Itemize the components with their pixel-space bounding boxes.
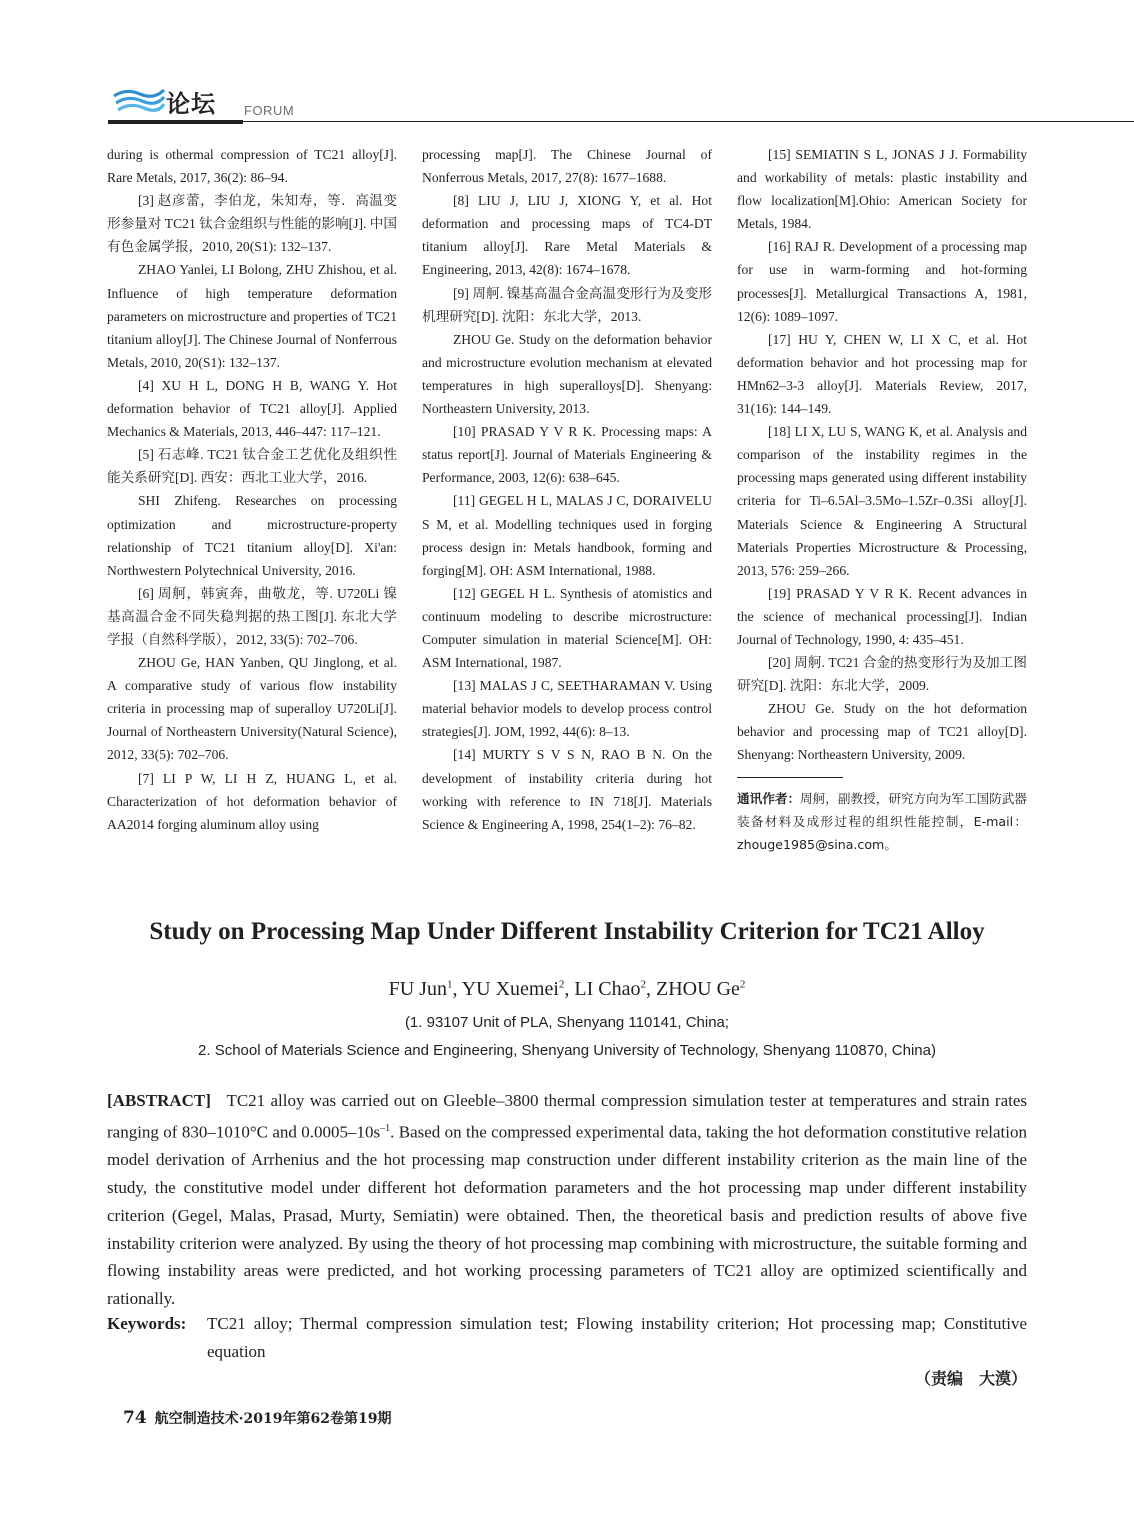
header-rule-thick — [108, 120, 243, 124]
author-affiliation-mark: 2 — [640, 978, 647, 991]
corresponding-author-note — [737, 787, 1027, 856]
affiliation-2: 2. School of Materials Science and Engineering, Shenyang University of Technology, Shenyang 110870, China) — [198, 1042, 936, 1059]
references-column-3 — [737, 143, 1027, 856]
reference-entry: [13] MALAS J C, SEETHARAMAN V. Using material behavior models to develop process control strategies[J]. JOM, 1992, 44(6): 8–13. — [422, 678, 712, 740]
author-name: ZHOU Ge — [656, 978, 740, 1000]
footnote-rule — [737, 777, 843, 778]
section-subtitle: FORUM — [244, 103, 295, 118]
reference-entry: [16] RAJ R. Development of a processing map for use in warm-forming and hot-forming processes[J]. Metallurgical Transactions A, 1981, 12(6): 1089–1097. — [737, 239, 1027, 324]
reference-entry: [19] PRASAD Y V R K. Recent advances in the science of mechanical processing[J]. Indian Journal of Technology, 1990, 4: 435–451. — [737, 585, 1027, 647]
reference-entry: ZHOU Ge. Study on the deformation behavior and microstructure evolution mechanism at elevated temperatures in high superalloys[D]. Shenyang: Northeastern University, 2013. — [422, 331, 712, 417]
references-column-1 — [107, 143, 397, 836]
reference-entry: [20] 周舸. TC21 合金的热变形行为及加工图研究[D]. 沈阳：东北大学，2009. — [737, 655, 1027, 694]
affiliation-1: (1. 93107 Unit of PLA, Shenyang 110141, China; — [404, 1014, 730, 1031]
journal-citation: 航空制造技术·2019年第62卷第19期 — [154, 1411, 392, 1427]
reference-entry: [4] XU H L, DONG H B, WANG Y. Hot deformation behavior of TC21 alloy[J]. Applied Mechanics & Materials, 2013, 446–447: 117–121. — [107, 377, 397, 440]
reference-entry: [5] 石志峰. TC21 钛合金工艺优化及组织性能关系研究[D]. 西安：西北工业大学，2016. — [107, 447, 397, 486]
author-list: FU Jun$^1$, YU Xuemei$^2$, LI Chao$^2$, ZHOU Ge$^2$ — [388, 978, 746, 1000]
author-affiliation-mark: 1 — [446, 978, 453, 991]
page-number: 74 — [123, 1408, 147, 1428]
reference-entry: [10] PRASAD Y V R K. Processing maps: A status report[J]. Journal of Materials Engineering & Performance, 2003, 12(6): 638–645. — [422, 424, 712, 486]
abstract-text-1: TC21 alloy was carried out on Gleeble–3800 thermal compression simulation tester at temperatures and strain rates ranging of 830–1010°C and 0.0005–10s — [107, 1091, 1027, 1142]
reference-entry: [8] LIU J, LIU J, XIONG Y, et al. Hot deformation and processing maps of TC4-DT titanium alloy[J]. Rare Metal Materials & Engineering, 2013, 42(8): 1674–1678. — [422, 193, 712, 278]
keywords-text: TC21 alloy; Thermal compression simulation test; Flowing instability criterion; Hot processing map; Constitutive equation — [207, 1314, 1027, 1361]
reference-entry: SHI Zhifeng. Researches on processing optimization and microstructure-property relationship of TC21 titanium alloy[D]. Xi'an: Northwestern Polytechnical University, 2016. — [107, 493, 397, 578]
abstract-superscript: –1 — [380, 1122, 391, 1134]
author-affiliation-mark: 2 — [558, 978, 565, 991]
reference-entry: [6] 周舸，韩寅奔，曲敬龙，等. U720Li 镍基高温合金不同失稳判据的热工图[J]. 东北大学学报（自然科学版），2012, 33(5): 702–706. — [107, 585, 397, 647]
author-name: LI Chao — [574, 978, 641, 1000]
footnote-text: 周舸，副教授，研究方向为军工国防武器装备材料及成形过程的组织性能控制，E-mail：zhouge1985@sina.com。 — [737, 790, 1027, 852]
reference-entry: ZHOU Ge, HAN Yanben, QU Jinglong, et al. A comparative study of various flow instability criteria in processing map of superalloy U720Li[J]. Journal of Northeastern University(Natural Science), 2012, 33(5): 702–706. — [107, 655, 397, 763]
reference-entry: [18] LI X, LU S, WANG K, et al. Analysis and comparison of the instability regimes in the processing maps generated using different instability criteria for Ti–6.5Al–3.5Mo–1.5Zr–0.3Si alloy[J]. Materials Science & Engineering A Structural Materials Properties Microstructure & Processing, 2013, 576: 259–266. — [737, 424, 1027, 578]
header-rule — [243, 121, 1134, 122]
author-name: FU Jun — [388, 978, 447, 1000]
abstract — [107, 1087, 1027, 1313]
reference-entry: [7] LI P W, LI H Z, HUANG L, et al. Characterization of hot deformation behavior of AA2014 forging aluminum alloy using — [107, 770, 397, 832]
reference-entry: ZHOU Ge. Study on the hot deformation behavior and processing map of TC21 alloy[D]. Shenyang: Northeastern University, 2009. — [737, 701, 1027, 763]
author-name: YU Xuemei — [461, 978, 559, 1000]
editor-credit: （责编 大漠） — [914, 1369, 1027, 1388]
reference-entry: [15] SEMIATIN S L, JONAS J J. Formability and workability of metals: plastic instability and flow localization[M].Ohio: American Society for Metals, 1984. — [737, 147, 1027, 232]
reference-entry: [12] GEGEL H L. Synthesis of atomistics and continuum modeling to describe microstructure: Computer simulation in material Science[M]. OH: ASM International, 1987. — [422, 585, 712, 671]
reference-entry: [9] 周舸. 镍基高温合金高温变形行为及变形机理研究[D]. 沈阳：东北大学，2013. — [422, 285, 712, 324]
journal-logo-icon — [112, 84, 166, 116]
reference-entry: [14] MURTY S V S N, RAO B N. On the development of instability criteria during hot working with reference to IN 718[J]. Materials Science & Engineering A, 1998, 254(1–2): 76–82. — [422, 747, 712, 832]
keywords — [107, 1310, 1027, 1365]
abstract-label: [ABSTRACT] — [107, 1091, 211, 1110]
footnote-label: 通讯作者： — [737, 790, 801, 806]
reference-entry: ZHAO Yanlei, LI Bolong, ZHU Zhishou, et al. Influence of high temperature deformation parameters on microstructure and properties of TC21 titanium alloy[J]. The Chinese Journal of Nonferrous Metals, 2010, 20(S1): 132–137. — [107, 262, 397, 370]
reference-entry: during is othermal compression of TC21 alloy[J]. Rare Metals, 2017, 36(2): 86–94. — [107, 147, 397, 186]
references-column-2 — [422, 143, 712, 836]
keywords-label: Keywords: — [107, 1314, 187, 1333]
reference-entry: processing map[J]. The Chinese Journal of Nonferrous Metals, 2017, 27(8): 1677–1688. — [422, 147, 712, 186]
author-affiliation-mark: 2 — [739, 978, 746, 991]
abstract-text-2: . Based on the compressed experimental data, taking the hot deformation constitutive relation model derivation of Arrhenius and the hot processing map construction under different instability criterion as the main line of the study, the constitutive model under different hot deformation parameters and the hot processing map under different instability criterion (Gegel, Malas, Prasad, Murty, Semiatin) were obtained. Then, the theoretical basis and prediction results of above five instability criterion were analyzed. By using the theory of hot processing map combining with microstructure, the suitable forming and flowing instability areas were predicted, and hot working processing parameters of TC21 alloy are optimized scientifically and rationally. — [107, 1122, 1027, 1309]
section-title: 论坛 — [166, 92, 216, 118]
reference-entry: [17] HU Y, CHEN W, LI X C, et al. Hot deformation behavior and hot processing map for HMn62–3-3 alloy[J]. Materials Review, 2017, 31(16): 144–149. — [737, 331, 1027, 417]
reference-entry: [3] 赵彦蕾，李伯龙，朱知寿，等．高温变形参量对 TC21 钛合金组织与性能的影响[J]. 中国有色金属学报，2010, 20(S1): 132–137. — [107, 193, 397, 255]
article-title: Study on Processing Map Under Different Instability Criterion for TC21 Alloy — [149, 918, 985, 945]
page-footer — [123, 1408, 391, 1428]
reference-entry: [11] GEGEL H L, MALAS J C, DORAIVELU S M, et al. Modelling techniques used in forging process design in: Metals handbook, forming and forging[M]. OH: ASM International, 1988. — [422, 493, 712, 578]
